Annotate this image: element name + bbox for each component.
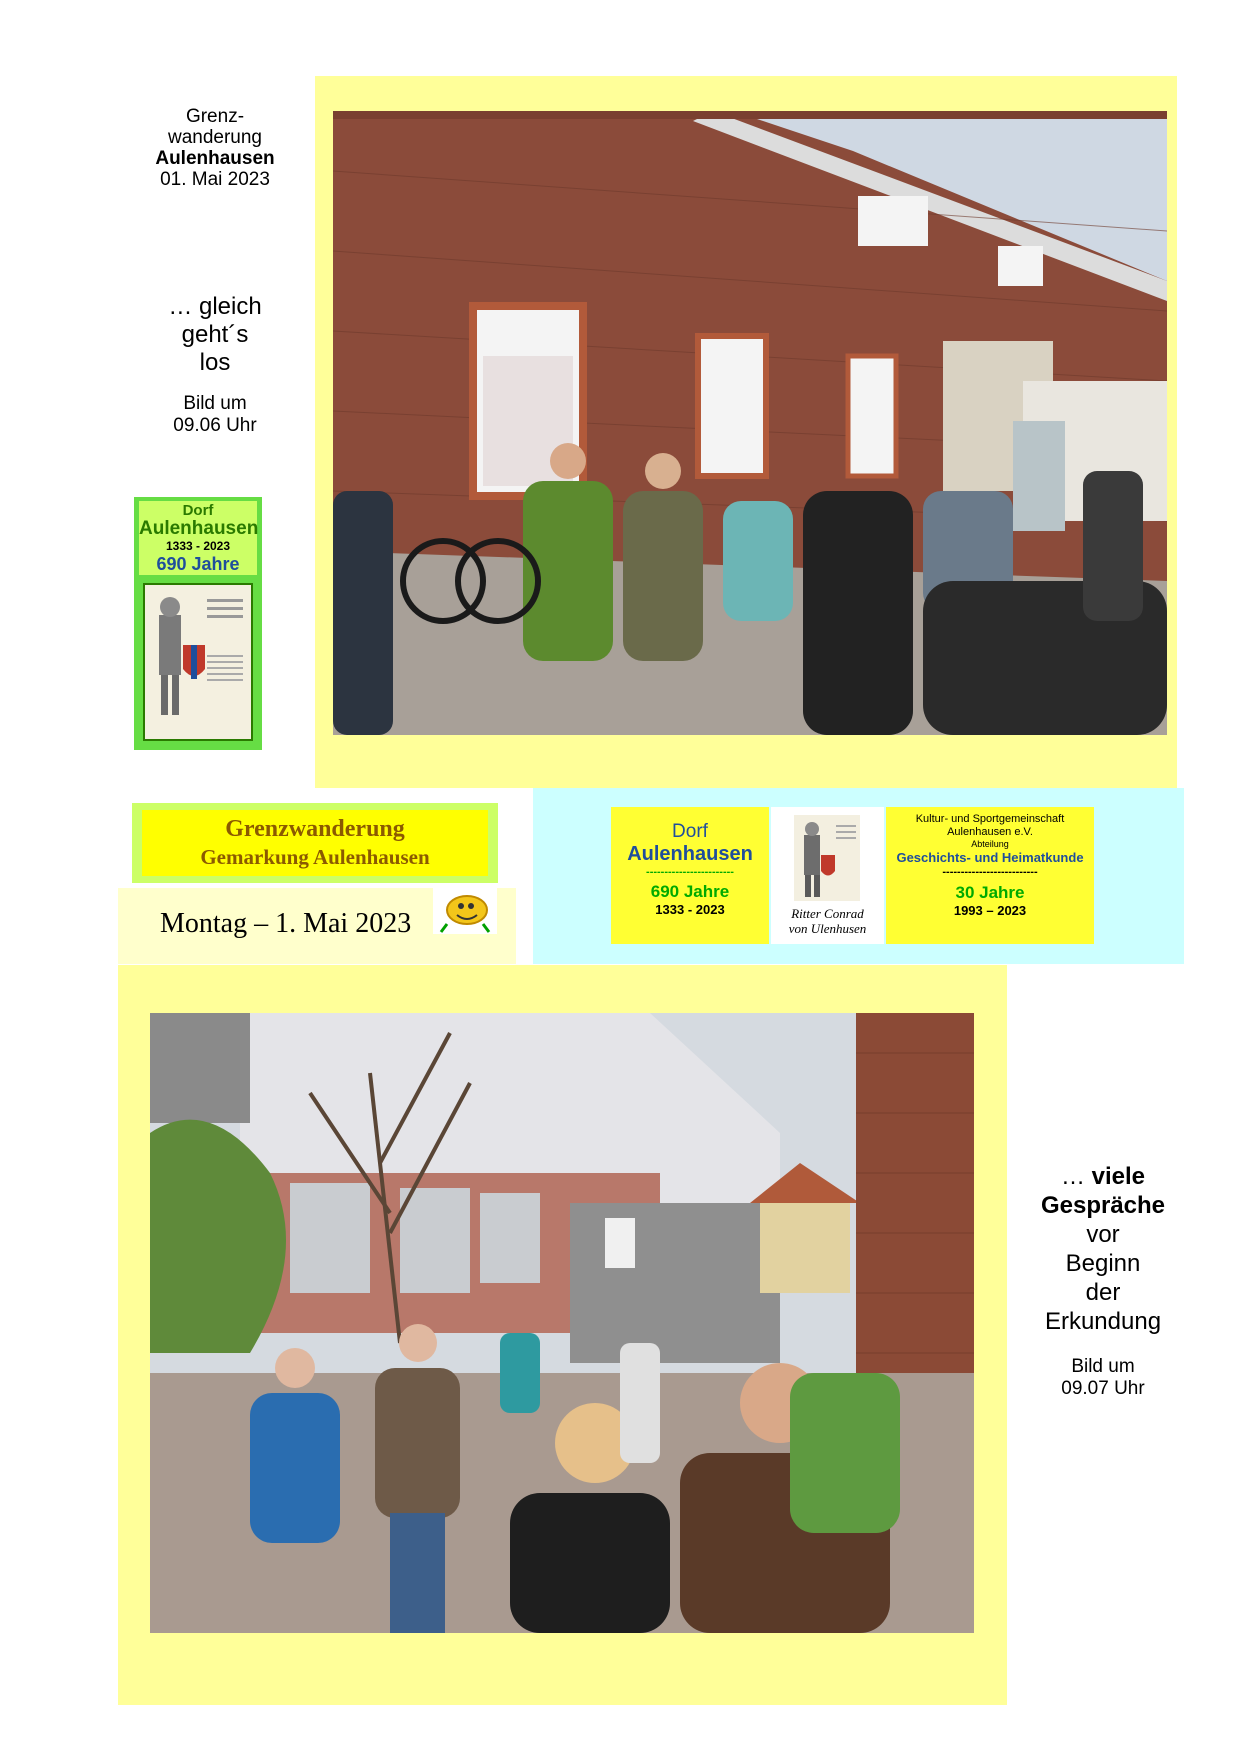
poster-line: Dorf <box>182 502 214 519</box>
mascot-icon <box>433 888 497 934</box>
caption-ellipsis: … <box>1060 1163 1092 1190</box>
caption-line-first <box>1023 1162 1183 1191</box>
title-main: Grenzwanderung <box>225 816 405 842</box>
anniversary-poster <box>134 497 262 750</box>
caption-line: geht´s <box>181 321 249 348</box>
caption-line: Grenz- <box>185 106 245 127</box>
photo1-illustration <box>333 111 1167 735</box>
event-date: Montag – 1. Mai 2023 <box>160 908 412 939</box>
caption-line: los <box>199 349 231 376</box>
poster-knight-image <box>143 583 253 741</box>
hiking-mascot <box>433 888 497 934</box>
badge-title: Geschichts- und Heimatkunde <box>896 850 1084 865</box>
knight-name: von Ulenhusen <box>788 921 867 936</box>
knight-icon <box>794 815 860 901</box>
badge-knight <box>771 807 884 944</box>
caption-line: Erkundung <box>1044 1308 1162 1335</box>
time-label: Bild um <box>1071 1356 1135 1377</box>
event-caption <box>135 106 295 190</box>
badge-club <box>886 807 1094 944</box>
knight-icon <box>145 585 251 739</box>
poster-title: Aulenhausen <box>139 518 259 539</box>
title-sub: Gemarkung Aulenhausen <box>200 845 430 869</box>
badge-line: Abteilung <box>971 839 1009 849</box>
photo2-time <box>1023 1356 1183 1400</box>
badge-dashes: ------------------------ <box>646 866 734 878</box>
photo2-illustration <box>150 1013 974 1633</box>
badge-line: Aulenhausen e.V. <box>947 826 1033 838</box>
badge-line: Dorf <box>672 821 708 842</box>
badge-line: Kultur- und Sportgemeinschaft <box>915 813 1065 825</box>
caption-line: der <box>1085 1279 1121 1306</box>
title-box <box>142 810 488 876</box>
badge-years: 1333 - 2023 <box>655 902 725 917</box>
caption-line: Beginn <box>1065 1250 1141 1277</box>
photo1-caption <box>135 293 295 377</box>
badge-village <box>611 807 769 944</box>
time-value: 09.07 Uhr <box>1061 1378 1145 1399</box>
photo-group-in-courtyard <box>150 1013 974 1633</box>
badge-anniversary: 30 Jahre <box>955 883 1025 902</box>
badge-title: Aulenhausen <box>627 843 753 865</box>
caption-line: … gleich <box>168 293 262 320</box>
photo1-time <box>135 393 295 437</box>
photo-group-at-building <box>333 111 1167 735</box>
knight-name: Ritter Conrad <box>791 906 864 921</box>
caption-line: vor <box>1086 1221 1120 1248</box>
caption-line: wanderung <box>167 127 263 148</box>
knight-card <box>794 815 860 901</box>
caption-emphasis: viele <box>1091 1163 1146 1190</box>
badge-years: 1993 – 2023 <box>953 903 1027 918</box>
badge-dashes: -------------------------- <box>942 866 1038 878</box>
poster-header <box>139 501 257 575</box>
caption-place: Aulenhausen <box>155 148 275 169</box>
poster-anniversary: 690 Jahre <box>156 554 240 574</box>
caption-emphasis: Gespräche <box>1040 1192 1166 1219</box>
poster-years: 1333 - 2023 <box>165 539 231 553</box>
time-label: Bild um <box>183 393 247 414</box>
photo2-caption <box>1023 1162 1183 1336</box>
caption-date: 01. Mai 2023 <box>160 169 270 190</box>
badge-anniversary: 690 Jahre <box>650 882 730 901</box>
time-value: 09.06 Uhr <box>173 415 257 436</box>
